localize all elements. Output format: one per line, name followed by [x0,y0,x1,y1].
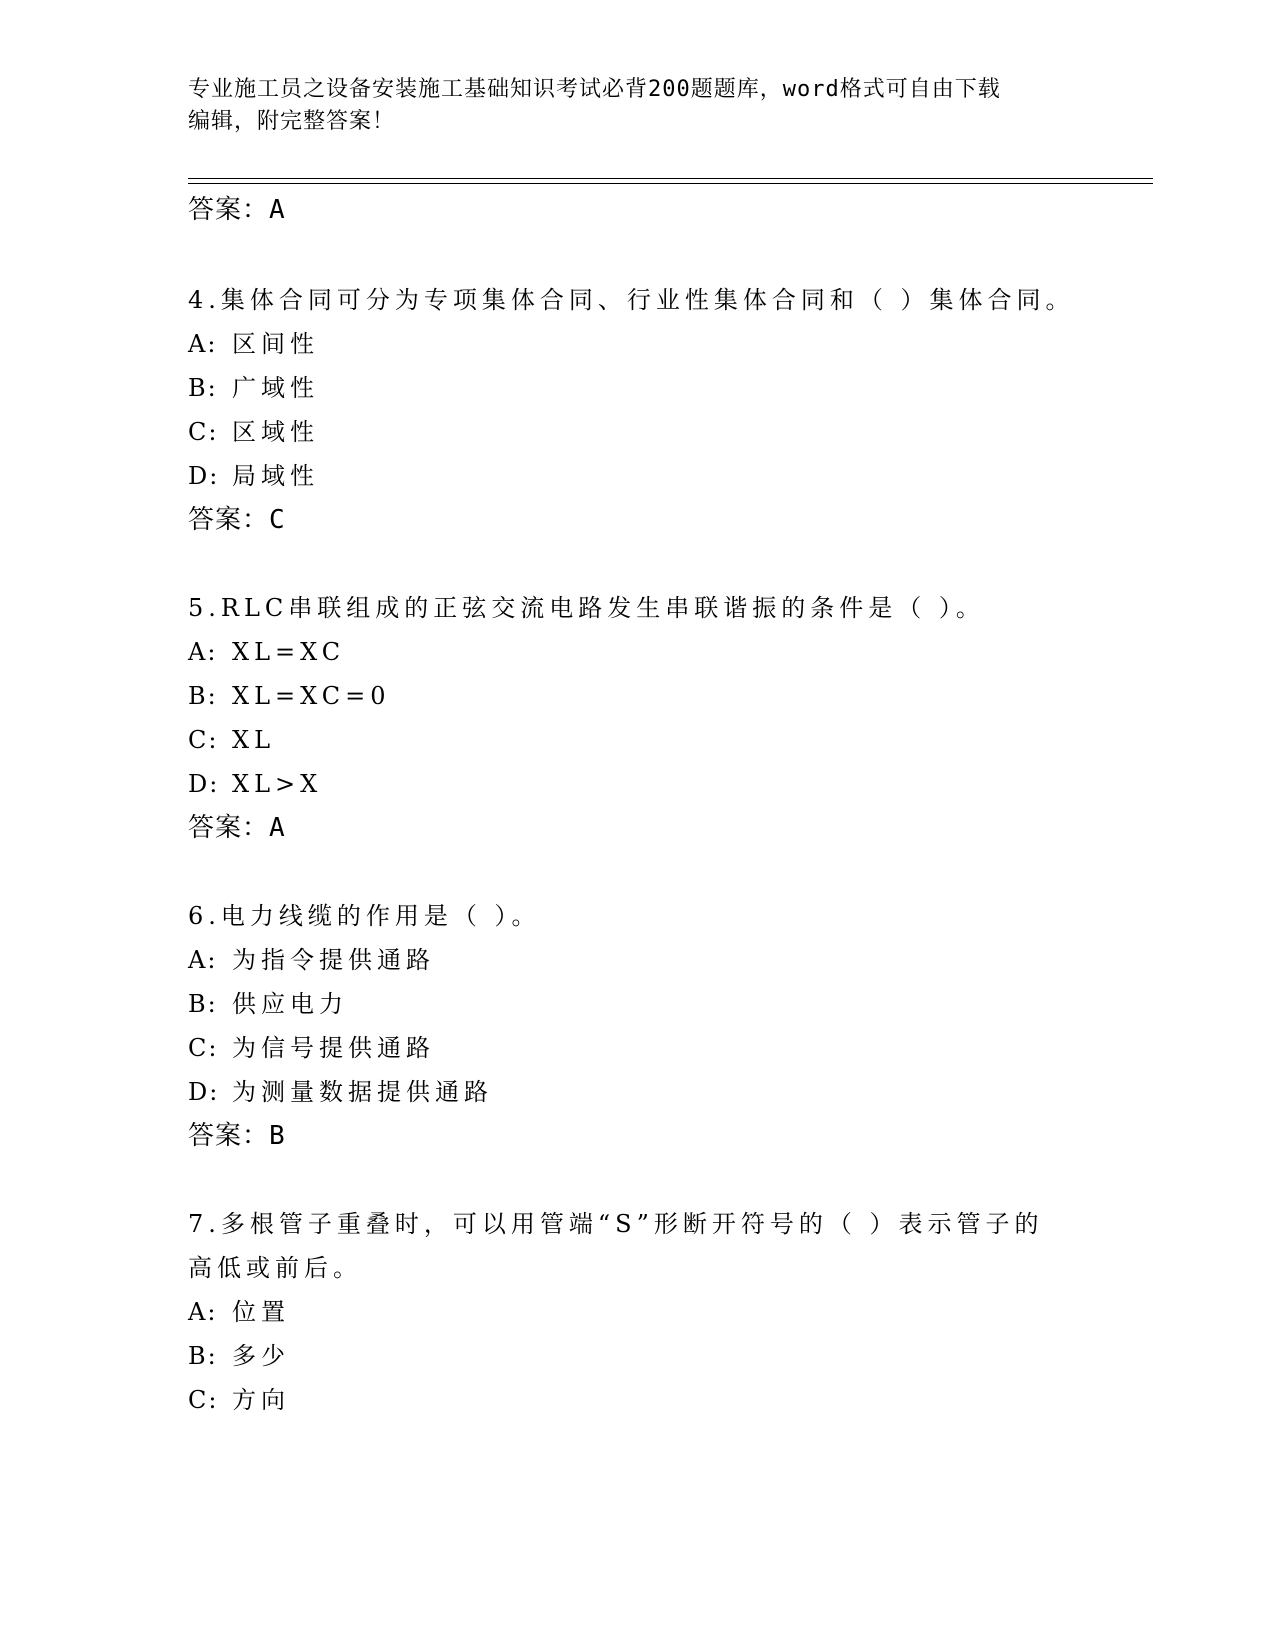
question-6-option-c [188,1032,435,1064]
option-text: 位置 [232,1298,290,1326]
question-5-option-a [188,636,345,668]
question-5-option-d [188,768,322,800]
question-5-stem: 5.RLC串联组成的正弦交流电路发生串联谐振的条件是（ ）。 [188,594,985,622]
header-title-line-2: 编辑，附完整答案！ [188,109,396,134]
document-header [188,74,1078,138]
option-label: C: [188,418,219,446]
option-label: D: [188,770,220,798]
option-label: C: [188,1034,219,1062]
question-6-option-a [188,944,435,976]
option-text: 为指令提供通路 [232,946,435,974]
question-7-stem-line-1: 7.多根管子重叠时，可以用管端“S”形断开符号的（ ）表示管子的 [188,1210,1044,1238]
question-5-option-c [188,724,275,756]
option-text: 为信号提供通路 [232,1034,435,1062]
option-label: D: [188,462,220,490]
option-text: XL [232,726,276,754]
previous-question-answer: 答案：A [188,195,286,225]
option-text: 为测量数据提供通路 [232,1078,493,1106]
option-label: A: [188,638,218,666]
question-6-stem: 6.电力线缆的作用是（ ）。 [188,902,541,930]
header-title-line-1: 专业施工员之设备安装施工基础知识考试必背200题题库，word格式可自由下载 [188,77,1001,102]
option-text: XL=XC [232,638,346,666]
question-4-option-c [188,416,319,448]
option-text: 供应电力 [232,990,348,1018]
question-4-option-a [188,328,319,360]
option-text: XL>X [232,770,323,798]
option-label: C: [188,726,219,754]
option-label: B: [188,990,218,1018]
option-label: D: [188,1078,220,1106]
option-label: A: [188,946,218,974]
option-text: 局域性 [232,462,319,490]
question-6-option-d [188,1076,493,1108]
option-label: B: [188,1342,218,1370]
option-text: XL=XC=0 [232,682,391,710]
option-label: A: [188,330,218,358]
option-label: B: [188,374,218,402]
question-7-stem-line-2: 高低或前后。 [188,1254,362,1282]
question-5-option-b [188,680,391,712]
question-7-option-c [188,1384,290,1416]
option-text: 广域性 [232,374,319,402]
question-4-option-d [188,460,319,492]
question-6-answer: 答案：B [188,1121,286,1151]
question-4-answer: 答案：C [188,505,286,535]
question-5-answer: 答案：A [188,813,286,843]
option-text: 方向 [232,1386,290,1414]
header-divider-top [188,178,1153,179]
option-label: B: [188,682,218,710]
question-7-option-a [188,1296,290,1328]
option-text: 多少 [232,1342,290,1370]
question-6-option-b [188,988,348,1020]
question-4-option-b [188,372,319,404]
question-4-stem: 4.集体合同可分为专项集体合同、行业性集体合同和（ ）集体合同。 [188,286,1075,314]
header-divider-bottom [188,183,1153,184]
option-text: 区间性 [232,330,319,358]
option-label: C: [188,1386,219,1414]
question-7-option-b [188,1340,290,1372]
option-label: A: [188,1298,218,1326]
option-text: 区域性 [232,418,319,446]
